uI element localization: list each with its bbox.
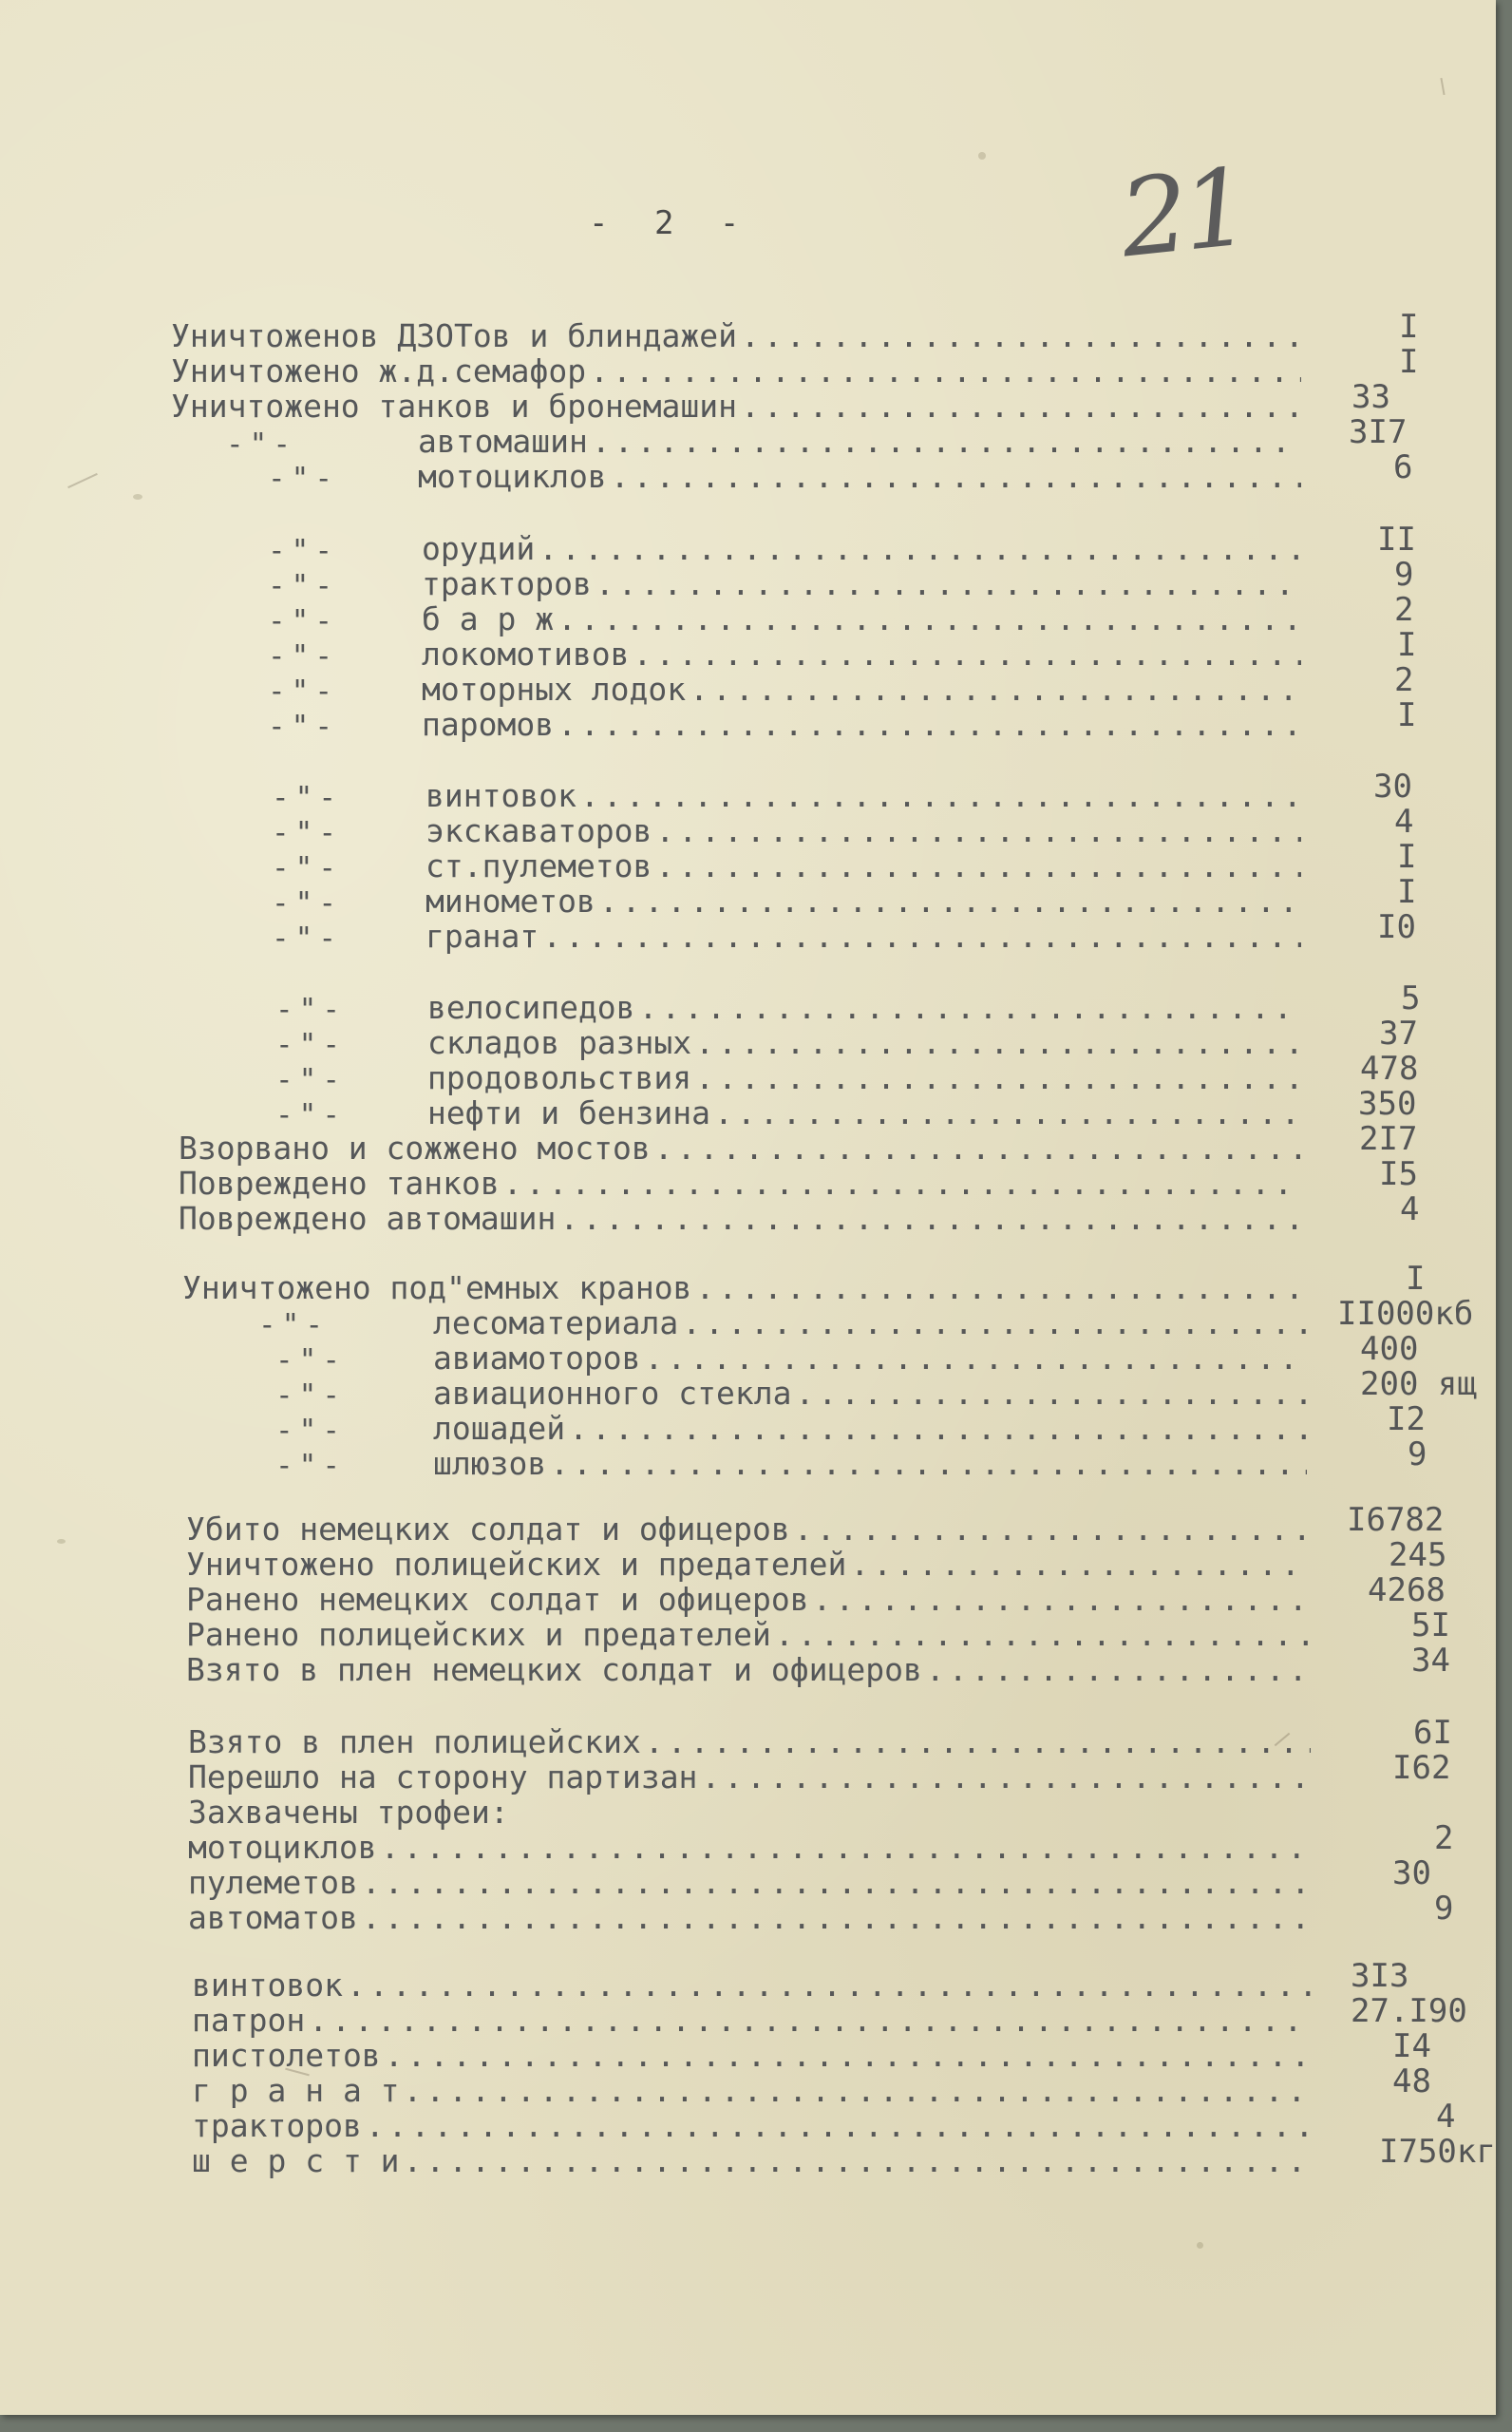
- list-item: [192, 1992, 1467, 2039]
- leader-dots: [741, 317, 1301, 354]
- leader-dots: [309, 2002, 1313, 2039]
- paper-fiber: [1440, 78, 1445, 95]
- item-label: ш е р с т и: [192, 2142, 400, 2179]
- item-label: Уничтоженов ДЗОТов и блиндажей: [171, 317, 738, 354]
- item-value: 3I3: [1351, 1957, 1409, 1995]
- leader-dots: [539, 530, 1301, 567]
- leader-dots: [347, 1966, 1313, 2004]
- leader-dots: [569, 1410, 1307, 1447]
- item-value: 478: [1360, 1050, 1419, 1088]
- list-item: [192, 2133, 1496, 2179]
- item-label: Уничтожено полицейских и предателей: [186, 1546, 847, 1583]
- item-label: патрон: [192, 2002, 306, 2039]
- list-item: [422, 661, 1414, 708]
- item-label: складов разных: [427, 1024, 692, 1061]
- leader-dots: [592, 423, 1301, 460]
- list-item: [188, 1890, 1454, 1936]
- list-item: [188, 1854, 1431, 1901]
- list-item: [433, 1330, 1419, 1377]
- handwritten-folio-number: 21: [1114, 145, 1251, 282]
- item-label: винтовок: [425, 777, 576, 814]
- leader-dots: [690, 671, 1301, 708]
- leader-dots: [695, 1269, 1307, 1306]
- item-label: авиационного стекла: [433, 1375, 792, 1412]
- item-value: 5I: [1411, 1606, 1450, 1644]
- list-item: [427, 1085, 1417, 1131]
- item-value: 2: [1394, 661, 1414, 699]
- item-value: 4268: [1368, 1571, 1446, 1609]
- leader-dots: [695, 1024, 1301, 1061]
- paper-spot: [1197, 2242, 1203, 2249]
- item-label: Взято в плен немецких солдат и офицеров: [186, 1651, 922, 1688]
- list-item: [186, 1571, 1446, 1618]
- ditto-mark: -"-: [275, 1063, 346, 1097]
- item-value: I5: [1379, 1155, 1418, 1193]
- item-label: лесоматериала: [433, 1304, 679, 1341]
- item-value: I: [1397, 838, 1417, 876]
- item-label: Уничтожено танков и бронемашин: [171, 388, 738, 425]
- leader-dots: [559, 1200, 1301, 1237]
- paper-spot: [57, 1539, 66, 1544]
- item-value: 6I: [1413, 1714, 1452, 1752]
- item-value: I4: [1392, 2027, 1431, 2065]
- leader-dots: [655, 847, 1301, 884]
- item-value: I: [1397, 626, 1417, 664]
- item-value: I: [1399, 308, 1419, 346]
- ditto-mark: -"-: [272, 851, 342, 885]
- leader-dots: [850, 1546, 1311, 1583]
- list-item: [433, 1435, 1427, 1482]
- leader-dots: [813, 1581, 1311, 1618]
- list-item: [192, 2027, 1431, 2074]
- leader-dots: [796, 1375, 1308, 1412]
- list-item: [422, 556, 1414, 602]
- leader-dots: [741, 388, 1301, 425]
- item-value: 5: [1401, 979, 1421, 1017]
- list-item: [422, 521, 1416, 567]
- item-label: ст.пулеметов: [425, 847, 652, 884]
- item-value: 48: [1392, 2062, 1431, 2100]
- item-value: 30: [1373, 768, 1412, 806]
- leader-dots: [558, 706, 1301, 743]
- ditto-mark: -"-: [258, 1308, 329, 1342]
- ditto-mark: -"-: [268, 710, 338, 744]
- item-label: продовольствия: [427, 1059, 692, 1096]
- ditto-mark: -"-: [268, 534, 338, 568]
- list-item: [192, 2098, 1456, 2144]
- ditto-mark: -"-: [275, 1098, 346, 1132]
- item-value: I: [1397, 873, 1417, 911]
- list-item: [186, 1536, 1447, 1583]
- page-number: - 2 -: [589, 204, 753, 242]
- item-value: 33: [1351, 378, 1390, 416]
- item-label: авиамоторов: [433, 1340, 641, 1377]
- list-item: [425, 908, 1416, 955]
- list-item: [433, 1295, 1474, 1341]
- list-item: [425, 768, 1412, 814]
- item-value: I: [1397, 696, 1417, 734]
- item-label: Уничтожено под"емных кранов: [182, 1269, 692, 1306]
- item-value: II: [1377, 521, 1416, 559]
- item-value: I750кг: [1379, 2133, 1496, 2171]
- leader-dots: [645, 1723, 1311, 1760]
- item-value: 200 ящ: [1360, 1365, 1477, 1403]
- item-label: винтовок: [192, 1966, 343, 2004]
- ditto-mark: -"-: [275, 1414, 346, 1448]
- ditto-mark: -"-: [275, 1449, 346, 1483]
- leader-dots: [655, 812, 1301, 849]
- leader-dots: [654, 1130, 1301, 1167]
- list-item: [179, 1155, 1418, 1202]
- item-value: I0: [1377, 908, 1416, 946]
- leader-dots: [633, 636, 1301, 673]
- item-label: б а р ж: [422, 600, 555, 637]
- item-value: 245: [1389, 1536, 1447, 1574]
- list-item: [179, 1190, 1420, 1237]
- leader-dots: [404, 2142, 1313, 2179]
- leader-dots: [926, 1651, 1311, 1688]
- item-value: 4: [1394, 803, 1414, 841]
- ditto-mark: -"-: [268, 569, 338, 603]
- leader-dots: [701, 1758, 1311, 1796]
- leader-dots: [580, 777, 1301, 814]
- item-value: 2: [1394, 591, 1414, 629]
- list-item: [186, 1606, 1450, 1653]
- list-item: [418, 448, 1413, 495]
- list-item: [433, 1365, 1477, 1412]
- item-value: I2: [1387, 1400, 1426, 1438]
- item-label: тракторов: [192, 2107, 362, 2144]
- leader-dots: [385, 2037, 1313, 2074]
- item-value: 6: [1393, 448, 1413, 486]
- item-label: автоматов: [188, 1899, 358, 1936]
- leader-dots: [590, 352, 1301, 390]
- leader-dots: [695, 1059, 1301, 1096]
- leader-dots: [794, 1510, 1311, 1548]
- item-label: тракторов: [422, 565, 592, 602]
- item-value: 2I7: [1359, 1120, 1418, 1158]
- ditto-mark: -"-: [268, 462, 338, 496]
- item-label: автомашин: [418, 423, 588, 460]
- list-item: [188, 1749, 1451, 1796]
- item-value: 30: [1392, 1854, 1431, 1892]
- leader-dots: [682, 1304, 1307, 1341]
- ditto-mark: -"-: [268, 604, 338, 638]
- list-item: [418, 413, 1408, 460]
- item-value: 9: [1434, 1890, 1454, 1928]
- list-item: [179, 1120, 1418, 1167]
- list-item: [425, 873, 1417, 920]
- item-label: минометов: [425, 883, 595, 920]
- paper-fiber: [67, 473, 98, 488]
- item-value: I: [1406, 1260, 1426, 1298]
- trophies-heading: Захвачены трофеи:: [188, 1794, 509, 1831]
- ditto-mark: -"-: [272, 922, 342, 956]
- item-value: 9: [1394, 556, 1414, 594]
- item-label: мотоциклов: [188, 1829, 377, 1866]
- item-label: г р а н а т: [192, 2072, 400, 2109]
- item-label: Ранено полицейских и предателей: [186, 1616, 771, 1653]
- list-item: [188, 1819, 1454, 1866]
- item-label: Ранено немецких солдат и офицеров: [186, 1581, 809, 1618]
- list-item: [171, 378, 1390, 425]
- item-label: мотоциклов: [418, 458, 607, 495]
- leader-dots: [645, 1340, 1307, 1377]
- item-value: 2: [1434, 1819, 1454, 1857]
- list-item: [188, 1714, 1452, 1760]
- leader-dots: [542, 918, 1301, 955]
- item-label: пулеметов: [188, 1864, 358, 1901]
- item-label: Перешло на сторону партизан: [188, 1758, 698, 1796]
- leader-dots: [595, 565, 1301, 602]
- item-label: пистолетов: [192, 2037, 381, 2074]
- list-item: [171, 308, 1419, 354]
- item-label: гранат: [425, 918, 539, 955]
- leader-dots: [366, 2107, 1313, 2144]
- item-label: Взорвано и сожжено мостов: [179, 1130, 651, 1167]
- list-item: [427, 1050, 1419, 1096]
- leader-dots: [362, 1899, 1311, 1936]
- leader-dots: [639, 989, 1301, 1026]
- list-item: [433, 1400, 1426, 1447]
- item-value: 34: [1411, 1642, 1450, 1680]
- item-label: паромов: [422, 706, 555, 743]
- paper-spot: [978, 152, 986, 160]
- list-item: [425, 838, 1417, 884]
- ditto-mark: -"-: [226, 428, 296, 462]
- leader-dots: [503, 1165, 1301, 1202]
- item-value: 27.I90: [1351, 1992, 1467, 2030]
- item-label: Убито немецких солдат и офицеров: [186, 1510, 790, 1548]
- item-value: I: [1399, 343, 1419, 381]
- item-value: 37: [1379, 1015, 1418, 1053]
- leader-dots: [381, 1829, 1311, 1866]
- list-item: [192, 1957, 1409, 2004]
- leader-dots: [558, 600, 1301, 637]
- item-value: I62: [1392, 1749, 1451, 1787]
- item-label: экскаваторов: [425, 812, 652, 849]
- list-item: [422, 696, 1417, 743]
- item-label: шлюзов: [433, 1445, 547, 1482]
- item-label: моторных лодок: [422, 671, 687, 708]
- ditto-mark: -"-: [272, 816, 342, 850]
- item-label: велосипедов: [427, 989, 635, 1026]
- list-item: [422, 626, 1417, 673]
- ditto-mark: -"-: [275, 1378, 346, 1413]
- ditto-mark: -"-: [275, 993, 346, 1027]
- item-value: 3I7: [1349, 413, 1408, 451]
- list-item: [427, 979, 1421, 1026]
- item-value: 350: [1358, 1085, 1417, 1123]
- leader-dots: [714, 1094, 1301, 1131]
- item-label: лошадей: [433, 1410, 566, 1447]
- item-value: 400: [1360, 1330, 1419, 1368]
- item-value: 4: [1400, 1190, 1420, 1228]
- ditto-mark: -"-: [272, 886, 342, 921]
- leader-dots: [362, 1864, 1311, 1901]
- list-item: [188, 1794, 853, 1830]
- list-item: [186, 1501, 1445, 1548]
- paper-spot: [133, 494, 142, 500]
- list-item: [425, 803, 1414, 849]
- ditto-mark: -"-: [272, 781, 342, 815]
- leader-dots: [611, 458, 1301, 495]
- item-label: орудий: [422, 530, 536, 567]
- leader-dots: [550, 1445, 1307, 1482]
- ditto-mark: -"-: [268, 674, 338, 709]
- list-item: [182, 1260, 1426, 1306]
- item-label: нефти и бензина: [427, 1094, 711, 1131]
- item-label: Уничтожено ж.д.семафор: [171, 352, 587, 390]
- leader-dots: [404, 2072, 1313, 2109]
- list-item: [427, 1015, 1418, 1061]
- list-item: [422, 591, 1414, 637]
- ditto-mark: -"-: [275, 1343, 346, 1378]
- ditto-mark: -"-: [275, 1028, 346, 1062]
- list-item: [171, 343, 1419, 390]
- item-label: Повреждено танков: [179, 1165, 500, 1202]
- item-label: Повреждено автомашин: [179, 1200, 557, 1237]
- item-value: 9: [1408, 1435, 1427, 1473]
- item-label: локомотивов: [422, 636, 630, 673]
- ditto-mark: -"-: [268, 639, 338, 674]
- leader-dots: [775, 1616, 1311, 1653]
- item-value: II000кб: [1337, 1295, 1474, 1333]
- list-item: [192, 2062, 1431, 2109]
- list-item: [186, 1642, 1450, 1688]
- leader-dots: [599, 883, 1301, 920]
- item-label: Взято в плен полицейских: [188, 1723, 641, 1760]
- item-value: 4: [1436, 2098, 1456, 2136]
- item-value: I6782: [1347, 1501, 1445, 1539]
